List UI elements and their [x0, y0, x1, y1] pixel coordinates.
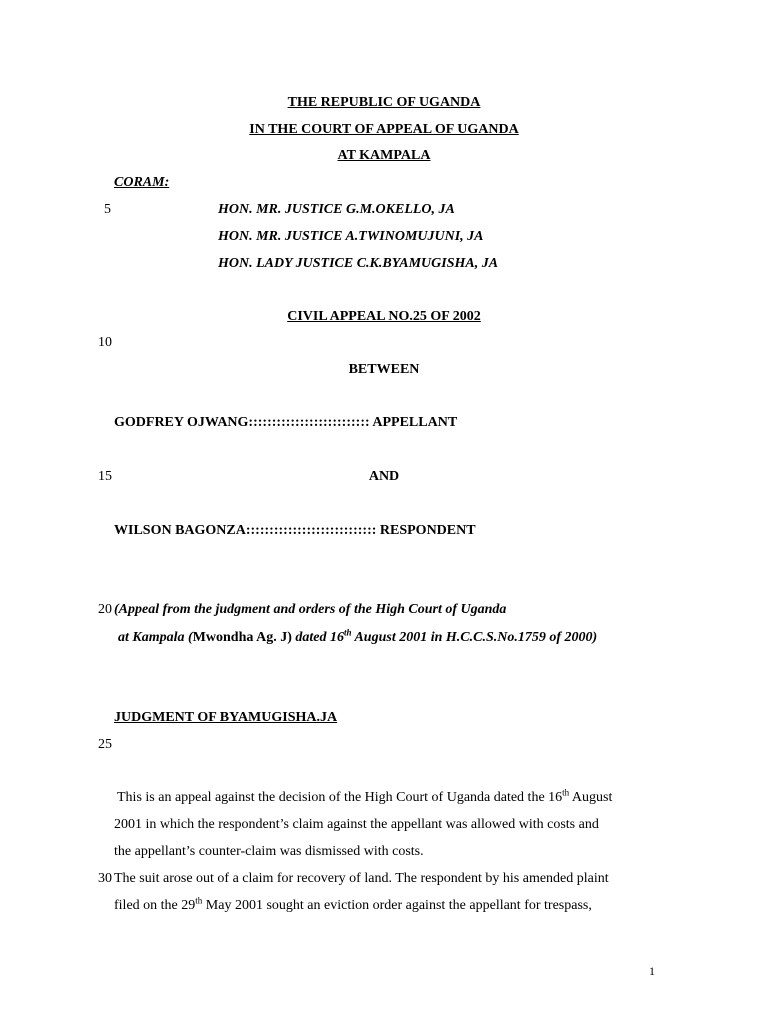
line-number-5: 5: [104, 202, 111, 217]
body-line-1: [117, 789, 612, 807]
body-line-1-text: This is an appeal against the decision of the High Court of Uganda dated the 16: [117, 790, 563, 805]
and-label: AND: [368, 469, 400, 484]
republic-heading: THE REPUBLIC OF UGANDA: [287, 95, 481, 110]
line-number-20: 20: [98, 602, 112, 617]
body-line-1-sup: th: [562, 787, 570, 798]
court-heading: IN THE COURT OF APPEAL OF UGANDA: [249, 122, 519, 137]
appeal-note-judge: Mwondha Ag. J): [192, 630, 292, 645]
appeal-note-line-1: (Appeal from the judgment and orders of the High Court of Uganda: [114, 602, 507, 617]
appeal-note-part-b: dated 16: [291, 630, 344, 645]
case-number: CIVIL APPEAL NO.25 OF 2002: [287, 309, 481, 324]
appeal-note-line-2: [118, 629, 597, 647]
line-number-15: 15: [98, 469, 112, 484]
justice-1: HON. MR. JUSTICE G.M.OKELLO, JA: [218, 202, 455, 217]
line-number-30: 30: [98, 871, 112, 886]
page-number: 1: [649, 964, 655, 978]
body-line-5-sup: th: [195, 895, 203, 906]
justice-3: HON. LADY JUSTICE C.K.BYAMUGISHA, JA: [218, 256, 499, 271]
appeal-note-part-a: at Kampala (: [118, 630, 193, 645]
body-line-5-end: May 2001 sought an eviction order against the appellant for trespass,: [202, 898, 592, 913]
body-line-2: 2001 in which the respondent’s claim against the appellant was allowed with costs and: [114, 817, 599, 832]
body-line-4: The suit arose out of a claim for recovery of land. The respondent by his amended plaint: [114, 871, 609, 886]
line-number-25: 25: [98, 737, 112, 752]
line-number-10: 10: [98, 335, 112, 350]
place-heading: AT KAMPALA: [337, 148, 431, 163]
appellant-line: GODFREY OJWANG:::::::::::::::::::::::::: APPELLANT: [114, 415, 458, 430]
respondent-line: WILSON BAGONZA:::::::::::::::::::::::::::: RESPONDENT: [114, 523, 476, 538]
body-line-5: [114, 897, 592, 915]
coram-label: CORAM:: [114, 175, 170, 190]
justice-2: HON. MR. JUSTICE A.TWINOMUJUNI, JA: [218, 229, 484, 244]
appeal-note-sup: th: [343, 627, 352, 638]
body-line-1-end: August: [569, 790, 613, 805]
body-line-3: the appellant’s counter-claim was dismissed with costs.: [114, 844, 424, 859]
body-line-5-text: filed on the 29: [114, 898, 196, 913]
appeal-note-part-c: August 2001 in H.C.C.S.No.1759 of 2000): [351, 630, 598, 645]
judgment-title: JUDGMENT OF BYAMUGISHA.JA: [114, 710, 338, 725]
between-label: BETWEEN: [348, 362, 420, 377]
